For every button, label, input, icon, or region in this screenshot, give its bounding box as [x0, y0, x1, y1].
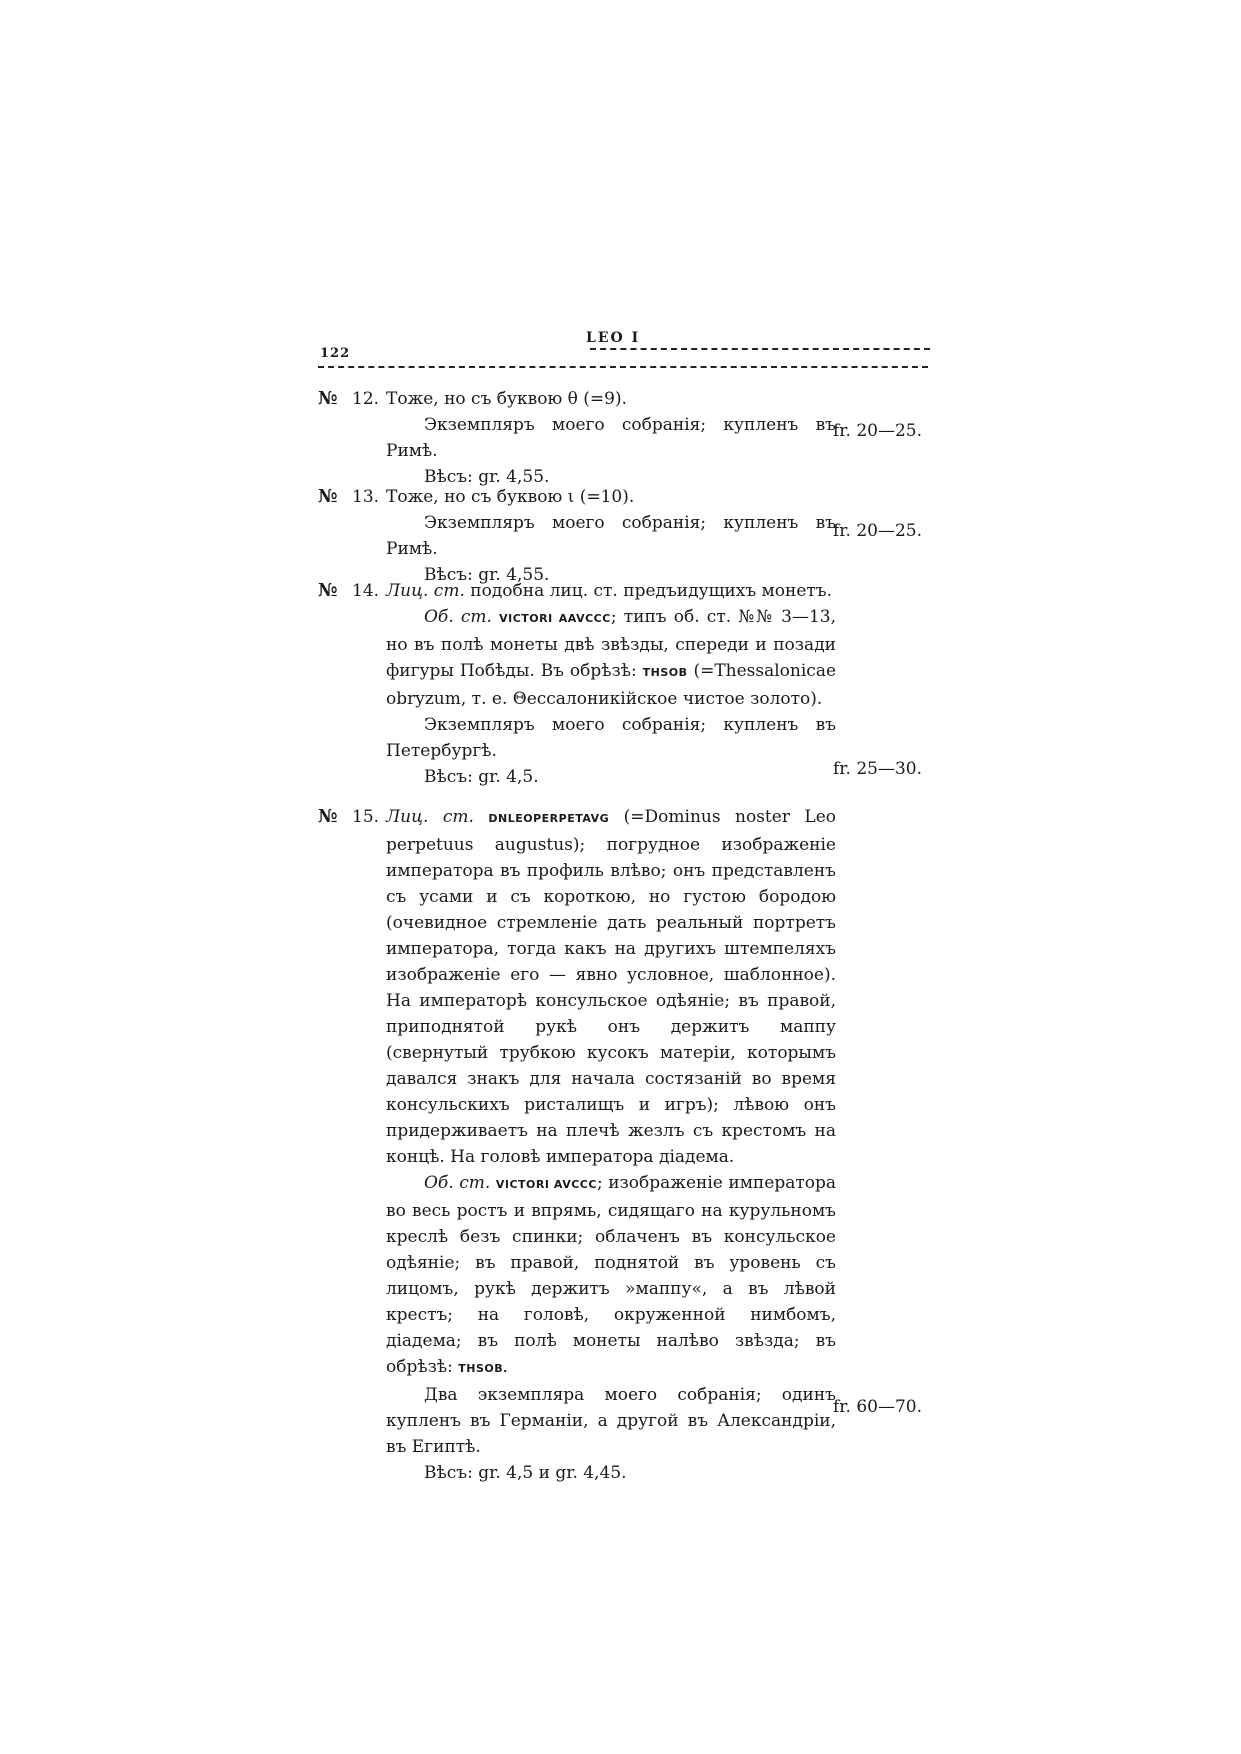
catalog-entry-15 — [318, 804, 930, 1486]
entry-body — [386, 386, 836, 490]
exergue-legend: THSOB — [642, 666, 688, 679]
entry-mark: № — [318, 388, 338, 409]
entry-weight: Вѣсъ: gr. 4,55. — [424, 565, 550, 585]
entry-weight: Вѣсъ: gr. 4,5. — [424, 767, 539, 787]
entry-body — [386, 578, 836, 790]
entry-price: fr. 20—25. — [832, 521, 922, 541]
exergue-legend: THSOB. — [458, 1362, 508, 1375]
page-header — [318, 330, 930, 370]
reverse-legend: VICTORI AAVCCC — [499, 612, 611, 625]
entry-mark: № — [318, 806, 338, 827]
entry-weight: Вѣсъ: gr. 4,55. — [424, 467, 550, 487]
reverse-text: ; изображеніе императора во весь ростъ и впрямь, сидящаго на курульномъ креслѣ безъ спинки; облаченъ въ консульское одѣяніе; въ правой, поднятой въ уровень съ лицомъ, рукѣ держитъ »маппу«, а въ лѣвой крестъ; на головѣ, окруженной нимбомъ, діадема; въ полѣ монеты налѣво звѣзда; въ обрѣзѣ: — [386, 1173, 836, 1377]
entry-provenance: Экземпляръ моего собранія; купленъ въ Петербургѣ. — [386, 715, 836, 761]
reverse-legend: VICTORI AVCCC — [495, 1178, 597, 1191]
entry-provenance: Два экземпляра моего собранія; одинъ купленъ въ Германіи, а другой въ Александріи, въ Египтѣ. — [386, 1385, 836, 1457]
obverse-label: Лиц. ст. — [386, 581, 465, 601]
obverse-legend: DNLEOPERPETAVG — [488, 812, 610, 825]
reverse-label: Об. ст. — [424, 607, 492, 627]
entry-number: 13. — [352, 487, 380, 507]
reverse-label: Об. ст. — [424, 1173, 491, 1193]
header-rule — [318, 366, 928, 368]
page-number: 122 — [320, 346, 351, 361]
catalog-entry-13 — [318, 484, 930, 588]
reverse-description — [386, 604, 836, 712]
entry-number: 12. — [352, 389, 380, 409]
entry-weight: Вѣсъ: gr. 4,5 и gr. 4,45. — [424, 1463, 627, 1483]
entry-number: 15. — [352, 807, 380, 827]
entry-provenance: Экземпляръ моего собранія; купленъ въ Римѣ. — [386, 415, 836, 461]
obverse-text: подобна лиц. ст. предъидущихъ монетъ. — [470, 581, 833, 601]
reverse-text: ; типъ об. ст. №№ 3—13, но въ полѣ монеты двѣ звѣзды, спереди и позади фигуры Побѣды. Въ обрѣзѣ: — [386, 607, 837, 681]
obverse-description — [386, 578, 836, 604]
entry-description: Тоже, но съ буквою θ (=9). — [386, 389, 628, 409]
obverse-text: (=Dominus noster Leo perpetuus augustus); погрудное изображеніе императора въ профиль влѣво; онъ представленъ съ усами и съ короткою, но густою бородою (очевидное стремленіе дать реальный портретъ императора, тогда какъ на другихъ штемпеляхъ изображеніе его — явно условное, шаблонное). На императорѣ консульское одѣяніе; въ правой, приподнятой рукѣ онъ держитъ маппу (свернутый трубкою кусокъ матеріи, которымъ давался знакъ для начала состязаній во время консульскихъ ристалищъ и игръ); лѣвою онъ придерживаетъ на плечѣ жезлъ съ крестомъ на концѣ. На головѣ императора діадема. — [386, 807, 836, 1167]
entry-number: 14. — [352, 581, 380, 601]
entry-body — [386, 804, 836, 1486]
running-head: LEO I — [586, 330, 641, 346]
entry-price: fr. 25—30. — [832, 759, 922, 779]
catalog-entry-14 — [318, 578, 930, 790]
obverse-description — [386, 804, 836, 1170]
entry-description: Тоже, но съ буквою ι (=10). — [386, 487, 635, 507]
reverse-description — [386, 1170, 836, 1382]
catalog-entry-12 — [318, 386, 930, 490]
entry-mark: № — [318, 580, 338, 601]
entry-price: fr. 20—25. — [832, 421, 922, 441]
entry-provenance: Экземпляръ моего собранія; купленъ въ Римѣ. — [386, 513, 836, 559]
entry-mark: № — [318, 486, 338, 507]
entry-price: fr. 60—70. — [832, 1397, 922, 1417]
entry-body — [386, 484, 836, 588]
obverse-label: Лиц. ст. — [386, 807, 474, 827]
header-rule-upper — [590, 348, 930, 350]
reverse-text-cont: (=Thessalonicae obryzum, т. е. Θессалоникійское чистое золото). — [386, 661, 837, 709]
